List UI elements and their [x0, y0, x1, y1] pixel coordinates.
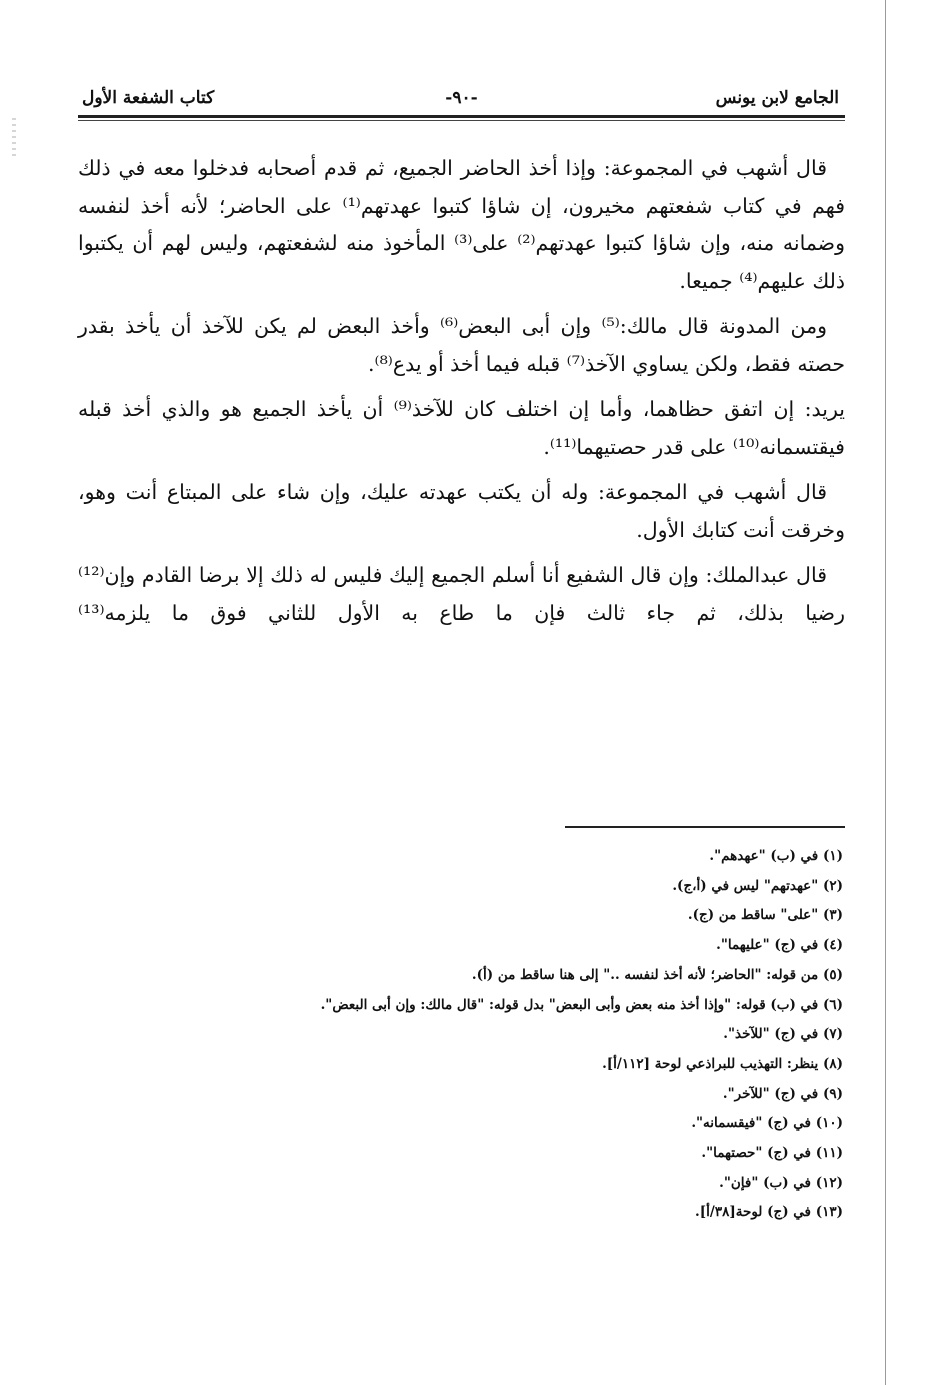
paragraph-text: قال أشهب في المجموعة: وإذا أخذ الحاضر الجميع، ثم قدم أصحابه فدخلوا معه في ذلك فهم في كتاب شفعتهم مخيرون، إن شاؤا كتبوا عهدتهم⁽¹⁾ على الحاضر؛ لأنه أخذ لنفسه وضمانه منه، وإن شاؤا كتبوا عهدتهم⁽²⁾ على⁽³⁾ المأخوذ منه لشفعتهم، وليس لهم أن يكتبوا ذلك عليهم⁽⁴⁾ جميعا. [78, 156, 845, 293]
footnotes-list [78, 842, 843, 1228]
footnote-item: (٩) في (ج) "للآخر". [722, 1085, 843, 1102]
footnote-item: (١٠) في (ج) "فيقسمانه". [691, 1115, 843, 1132]
paragraph [78, 474, 845, 549]
header-chapter-title: كتاب الشفعة الأول [82, 88, 215, 108]
footnote-item: (٧) في (ج) "للآخذ". [723, 1026, 843, 1043]
footnote-separator [565, 826, 845, 828]
header-rule-thin [78, 120, 845, 121]
header-page-number: -٩٠- [445, 88, 478, 108]
footnote-item: (٤) في (ج) "عليهما". [716, 937, 843, 954]
footnote-item: (١٢) في (ب) "فإن". [719, 1174, 843, 1191]
footnote-item: (٢) "عهدتهم" ليس في (أ،ج). [672, 877, 843, 894]
footnote-item: (٨) ينظر: التهذيب للبراذعي لوحة [١١٢/أ]. [602, 1055, 843, 1072]
paragraph-text: قال أشهب في المجموعة: وله أن يكتب عهدته عليك، وإن شاء على المبتاع أنت وهو، وخرقت أنت كتابك الأول. [78, 480, 845, 542]
main-text [78, 150, 845, 640]
paragraph [78, 150, 845, 300]
paragraph-text: قال عبدالملك: وإن قال الشفيع أنا أسلم الجميع إليك فليس له ذلك إلا برضا القادم وإن⁽¹²⁾ رضيا بذلك، ثم جاء ثالث فإن ما طاع به الأول للثاني فوق ما يلزمه⁽¹³⁾ [78, 563, 845, 625]
scan-speckle [12, 118, 16, 160]
footnote-item: (٦) في (ب) قوله: "وإذا أخذ منه بعض وأبى البعض" بدل قوله: "قال مالك: وإن أبى البعض". [320, 996, 843, 1013]
footnote-item: (١١) في (ج) "حصتهما". [701, 1145, 843, 1162]
footnote-item: (١٣) في (ج) لوحة[٣٨/أ]. [695, 1204, 843, 1221]
running-header [78, 84, 845, 114]
header-book-title: الجامع لابن يونس [715, 88, 839, 108]
page-edge-line [885, 0, 886, 1385]
footnote-item: (٥) من قوله: "الحاضر؛ لأنه أخذ لنفسه .." إلى هنا ساقط من (أ). [471, 966, 843, 983]
header-rule-thick [78, 115, 845, 118]
footnote-item: (٣) "على" ساقط من (ج). [687, 907, 843, 924]
paragraph [78, 557, 845, 632]
footnote-item: (١) في (ب) "عهدهم". [709, 848, 843, 864]
paragraph [78, 391, 845, 466]
paragraph-text: يريد: إن اتفق حظاهما، وأما إن اختلف كان للآخذ⁽⁹⁾ أن يأخذ الجميع هو والذي أخذ قبله فيقتسمانه⁽¹⁰⁾ على قدر حصتيهما⁽¹¹⁾. [78, 397, 845, 459]
paragraph [78, 308, 845, 383]
paragraph-text: ومن المدونة قال مالك:⁽⁵⁾ وإن أبى البعض⁽⁶⁾ وأخذ البعض لم يكن للآخذ أن يأخذ بقدر حصته فقط، ولكن يساوي الآخذ⁽⁷⁾ قبله فيما أخذ أو يدع⁽⁸⁾. [78, 314, 845, 376]
